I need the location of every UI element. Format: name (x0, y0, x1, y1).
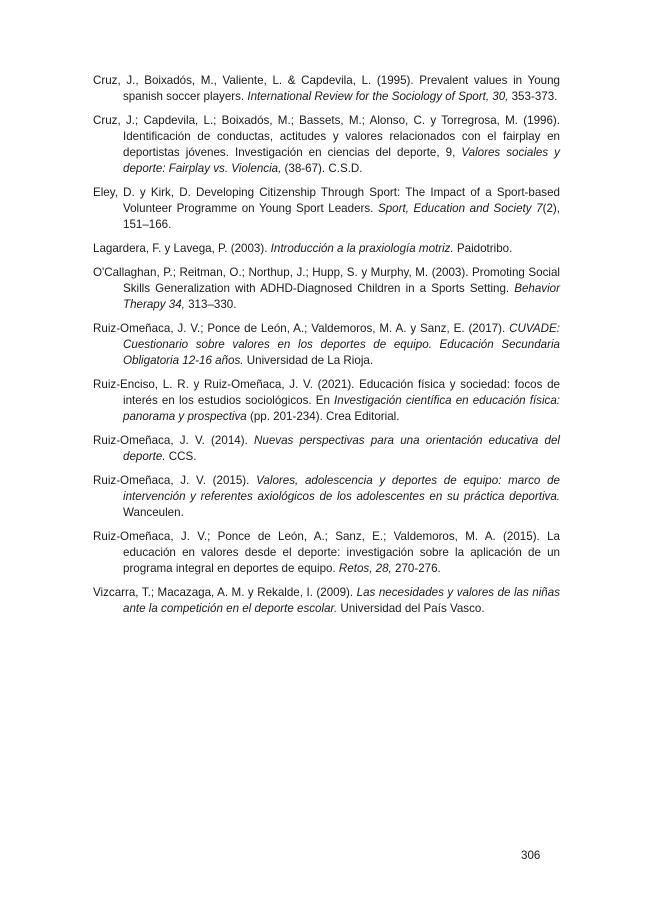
reference-italic-text: Investigación científica en educación física: panorama y prospectiva (123, 394, 560, 423)
reference-entry (93, 265, 560, 313)
reference-text: Cruz, J.; Capdevila, L.; Boixadós, M.; Bassets, M.; Alonso, C. y Torregrosa, M. (1996). Identificación de conductas, actitudes y valores relacionados con el fairplay en deportistas jóvenes. Investigación en ciencias del deporte, 9, (93, 114, 560, 159)
reference-italic-text: Las necesidades y valores de las niñas ante la competición en el deporte escolar. (123, 586, 560, 615)
reference-entry (93, 585, 560, 617)
reference-text: O'Callaghan, P.; Reitman, O.; Northup, J.; Hupp, S. y Murphy, M. (2003). Promoting Social Skills Generalization with ADHD-Diagnosed Children in a Sports Setting. (93, 266, 560, 295)
reference-text: (2), 151–166. (123, 202, 560, 231)
reference-list (93, 73, 560, 625)
reference-entry (93, 529, 560, 577)
reference-text: 270-276. (391, 562, 441, 575)
reference-text: Lagardera, F. y Lavega, P. (2003). (93, 242, 271, 255)
reference-italic-text: Nuevas perspectivas para una orientación educativa del deporte. (123, 434, 560, 463)
reference-entry (93, 241, 560, 257)
reference-entry (93, 185, 560, 233)
reference-entry (93, 113, 560, 177)
reference-text: Eley, D. y Kirk, D. Developing Citizenship Through Sport: The Impact of a Sport-based Volunteer Programme on Young Sport Leaders. (93, 186, 560, 215)
reference-entry (93, 473, 560, 521)
reference-entry (93, 73, 560, 105)
reference-italic-text: Valores sociales y deporte: Fairplay vs. Violencia, (123, 146, 560, 175)
reference-italic-text: International Review for the Sociology of Sport, 30, (247, 90, 509, 103)
reference-italic-text: Behavior Therapy 34, (123, 282, 560, 311)
reference-entry (93, 377, 560, 425)
reference-text: 313–330. (184, 298, 237, 311)
reference-text: Ruiz-Omeñaca, J. V.; Ponce de León, A.; Sanz, E.; Valdemoros, M. A. (2015). La educación en valores desde el deporte: investigación sobre la aplicación de un programa integral en deportes de equipo. (93, 530, 560, 575)
page-number: 306 (521, 849, 541, 862)
reference-text: Ruiz-Omeñaca, J. V. (2014). (93, 434, 254, 447)
reference-italic-text: CUVADE: Cuestionario sobre valores en los deportes de equipo. Educación Secundaria Obligatoria 12-16 años. (123, 322, 560, 367)
reference-text: Vizcarra, T.; Macazaga, A. M. y Rekalde, I. (2009). (93, 586, 357, 599)
reference-text: (pp. 201-234). Crea Editorial. (246, 410, 400, 423)
reference-italic-text: Valores, adolescencia y deportes de equipo: marco de intervención y referentes axiológicos de los adolescentes en su práctica deportiva. (123, 474, 560, 503)
reference-text: Paidotribo. (453, 242, 513, 255)
reference-text: Ruiz-Enciso, L. R. y Ruiz-Omeñaca, J. V. (2021). Educación física y sociedad: focos de interés en los estudios sociológicos. En (93, 378, 560, 407)
reference-entry (93, 433, 560, 465)
reference-text: CCS. (165, 450, 197, 463)
reference-text: Ruiz-Omeñaca, J. V.; Ponce de León, A.; Valdemoros, M. A. y Sanz, E. (2017). (93, 322, 510, 335)
reference-italic-text: Sport, Education and Society 7 (377, 202, 543, 215)
reference-italic-text: Introducción a la praxiología motriz. (270, 242, 454, 255)
reference-italic-text: Retos, 28, (338, 562, 392, 575)
reference-entry (93, 321, 560, 369)
reference-text: Universidad del País Vasco. (337, 602, 485, 615)
reference-text: Wanceulen. (123, 506, 184, 519)
reference-text: 353-373. (508, 90, 558, 103)
reference-text: Universidad de La Rioja. (243, 354, 374, 367)
reference-text: (38-67). C.S.D. (281, 162, 363, 175)
reference-text: Cruz, J., Boixadós, M., Valiente, L. & Capdevila, L. (1995). Prevalent values in Young spanish soccer players. (93, 74, 560, 103)
reference-text: Ruiz-Omeñaca, J. V. (2015). (93, 474, 257, 487)
